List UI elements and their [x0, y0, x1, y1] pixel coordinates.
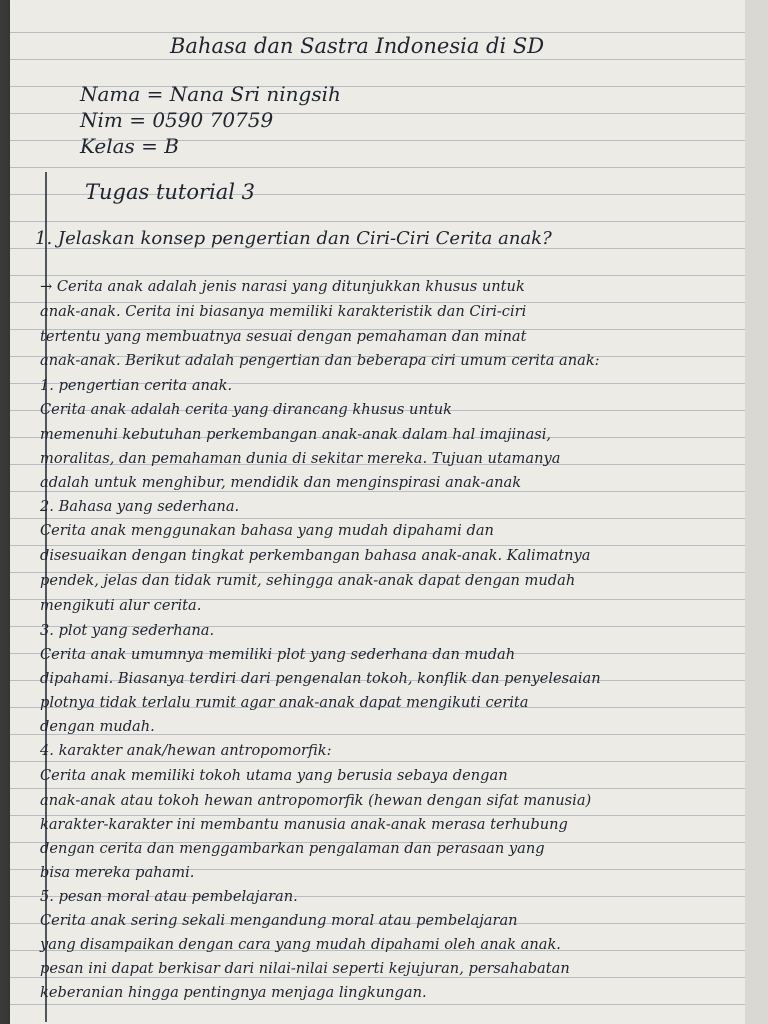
- student-class: Kelas = B: [80, 134, 179, 158]
- answer-line: 2. Bahasa yang sederhana.: [40, 498, 240, 515]
- answer-line: plotnya tidak terlalu rumit agar anak-anak dapat mengikuti cerita: [40, 694, 529, 711]
- answer-line: bisa mereka pahami.: [40, 864, 195, 881]
- answer-line: memenuhi kebutuhan perkembangan anak-anak dalam hal imajinasi,: [40, 426, 552, 443]
- student-name: Nama = Nana Sri ningsih: [80, 82, 341, 106]
- notebook-page: [10, 0, 745, 1024]
- answer-line: Cerita anak menggunakan bahasa yang mudah dipahami dan: [40, 522, 494, 539]
- page-title: Bahasa dan Sastra Indonesia di SD: [170, 34, 545, 58]
- answer-line: moralitas, dan pemahaman dunia di sekitar mereka. Tujuan utamanya: [40, 450, 561, 467]
- answer-line: disesuaikan dengan tingkat perkembangan bahasa anak-anak. Kalimatnya: [40, 547, 591, 564]
- answer-line: dipahami. Biasanya terdiri dari pengenalan tokoh, konflik dan penyelesaian: [40, 670, 601, 687]
- answer-line: pesan ini dapat berkisar dari nilai-nilai seperti kejujuran, persahabatan: [40, 960, 570, 977]
- answer-line: tertentu yang membuatnya sesuai dengan pemahaman dan minat: [40, 328, 527, 345]
- assignment-heading: Tugas tutorial 3: [85, 180, 256, 204]
- answer-line: 1. pengertian cerita anak.: [40, 377, 233, 394]
- answer-line: anak-anak atau tokoh hewan antropomorfik (hewan dengan sifat manusia): [40, 792, 592, 809]
- answer-line: Cerita anak sering sekali mengandung moral atau pembelajaran: [40, 912, 518, 929]
- student-nim: Nim = 0590 70759: [80, 108, 274, 132]
- answer-line: anak-anak. Berikut adalah pengertian dan beberapa ciri umum cerita anak:: [40, 352, 600, 369]
- answer-line: dengan cerita dan menggambarkan pengalaman dan perasaan yang: [40, 840, 545, 857]
- answer-line: yang disampaikan dengan cara yang mudah dipahami oleh anak anak.: [40, 936, 561, 953]
- answer-line: Cerita anak memiliki tokoh utama yang berusia sebaya dengan: [40, 767, 508, 784]
- answer-line: Cerita anak umumnya memiliki plot yang sederhana dan mudah: [40, 646, 516, 663]
- answer-line: 5. pesan moral atau pembelajaran.: [40, 888, 298, 905]
- answer-line: 4. karakter anak/hewan antropomorfik:: [40, 742, 332, 759]
- answer-line: keberanian hingga pentingnya menjaga lingkungan.: [40, 984, 427, 1001]
- answer-line: mengikuti alur cerita.: [40, 597, 202, 614]
- answer-line: → Cerita anak adalah jenis narasi yang ditunjukkan khusus untuk: [40, 278, 525, 295]
- answer-line: anak-anak. Cerita ini biasanya memiliki karakteristik dan Ciri-ciri: [40, 303, 527, 320]
- question-text: 1. Jelaskan konsep pengertian dan Ciri-Ciri Cerita anak?: [35, 228, 552, 249]
- adjacent-page-edge: [745, 0, 768, 1024]
- answer-line: dengan mudah.: [40, 718, 155, 735]
- answer-line: Cerita anak adalah cerita yang dirancang khusus untuk: [40, 401, 452, 418]
- answer-line: 3. plot yang sederhana.: [40, 622, 215, 639]
- answer-line: pendek, jelas dan tidak rumit, sehingga anak-anak dapat dengan mudah: [40, 572, 576, 589]
- answer-line: adalah untuk menghibur, mendidik dan menginspirasi anak-anak: [40, 474, 522, 491]
- answer-line: karakter-karakter ini membantu manusia anak-anak merasa terhubung: [40, 816, 568, 833]
